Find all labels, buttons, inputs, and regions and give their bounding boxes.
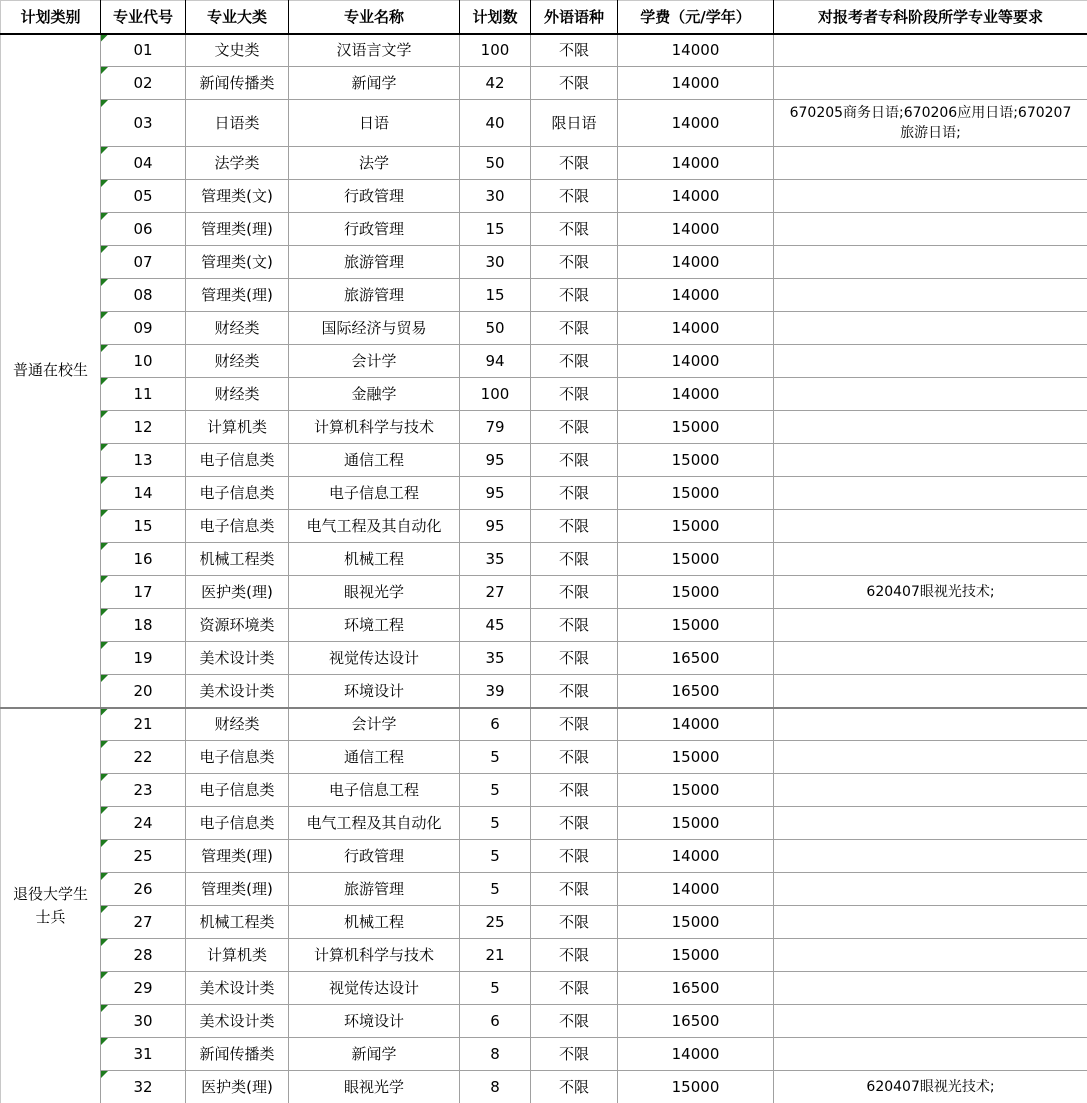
plan-count-cell: 95 xyxy=(460,510,531,543)
major-group-cell: 计算机类 xyxy=(186,939,289,972)
foreign-language-cell: 不限 xyxy=(531,906,618,939)
major-group-cell: 电子信息类 xyxy=(186,807,289,840)
requirement-cell xyxy=(774,34,1087,67)
requirement-cell xyxy=(774,939,1087,972)
table-row xyxy=(1,609,1087,642)
tuition-cell: 15000 xyxy=(618,510,774,543)
plan-count-cell: 45 xyxy=(460,609,531,642)
tuition-cell: 15000 xyxy=(618,411,774,444)
major-name-cell: 行政管理 xyxy=(289,180,460,213)
foreign-language-cell: 不限 xyxy=(531,312,618,345)
table-row xyxy=(1,213,1087,246)
table-row xyxy=(1,510,1087,543)
major-code-cell: 11 xyxy=(101,378,186,411)
major-code-cell: 10 xyxy=(101,345,186,378)
major-name-cell: 日语 xyxy=(289,100,460,147)
plan-count-cell: 95 xyxy=(460,444,531,477)
tuition-cell: 14000 xyxy=(618,100,774,147)
table-row xyxy=(1,807,1087,840)
header-tuition: 学费（元/学年） xyxy=(618,1,774,34)
plan-count-cell: 27 xyxy=(460,576,531,609)
requirement-cell xyxy=(774,543,1087,576)
tuition-cell: 14000 xyxy=(618,1038,774,1071)
requirement-cell xyxy=(774,378,1087,411)
tuition-cell: 15000 xyxy=(618,1071,774,1103)
plan-count-cell: 6 xyxy=(460,708,531,741)
plan-count-cell: 39 xyxy=(460,675,531,708)
tuition-cell: 16500 xyxy=(618,675,774,708)
table-row xyxy=(1,675,1087,708)
foreign-language-cell: 不限 xyxy=(531,840,618,873)
major-group-cell: 法学类 xyxy=(186,147,289,180)
tuition-cell: 15000 xyxy=(618,741,774,774)
major-group-cell: 管理类(理) xyxy=(186,873,289,906)
foreign-language-cell: 不限 xyxy=(531,34,618,67)
major-group-cell: 医护类(理) xyxy=(186,1071,289,1103)
plan-count-cell: 15 xyxy=(460,279,531,312)
table-row xyxy=(1,642,1087,675)
requirement-cell xyxy=(774,972,1087,1005)
major-name-cell: 行政管理 xyxy=(289,213,460,246)
requirement-cell xyxy=(774,147,1087,180)
major-name-cell: 国际经济与贸易 xyxy=(289,312,460,345)
header-plan-category: 计划类别 xyxy=(1,1,101,34)
tuition-cell: 15000 xyxy=(618,477,774,510)
table-row xyxy=(1,279,1087,312)
plan-count-cell: 30 xyxy=(460,180,531,213)
plan-count-cell: 30 xyxy=(460,246,531,279)
major-code-cell: 26 xyxy=(101,873,186,906)
major-name-cell: 会计学 xyxy=(289,345,460,378)
requirement-cell xyxy=(774,609,1087,642)
tuition-cell: 14000 xyxy=(618,246,774,279)
major-name-cell: 法学 xyxy=(289,147,460,180)
major-name-cell: 环境工程 xyxy=(289,609,460,642)
major-name-cell: 电气工程及其自动化 xyxy=(289,510,460,543)
major-group-cell: 电子信息类 xyxy=(186,444,289,477)
foreign-language-cell: 不限 xyxy=(531,609,618,642)
foreign-language-cell: 不限 xyxy=(531,510,618,543)
requirement-cell xyxy=(774,741,1087,774)
major-name-cell: 电气工程及其自动化 xyxy=(289,807,460,840)
major-code-cell: 13 xyxy=(101,444,186,477)
table-row xyxy=(1,180,1087,213)
foreign-language-cell: 不限 xyxy=(531,1005,618,1038)
major-group-cell: 医护类(理) xyxy=(186,576,289,609)
plan-count-cell: 35 xyxy=(460,642,531,675)
major-name-cell: 电子信息工程 xyxy=(289,477,460,510)
table-row xyxy=(1,345,1087,378)
major-name-cell: 眼视光学 xyxy=(289,1071,460,1103)
plan-count-cell: 25 xyxy=(460,906,531,939)
foreign-language-cell: 不限 xyxy=(531,180,618,213)
major-code-cell: 21 xyxy=(101,708,186,741)
tuition-cell: 15000 xyxy=(618,807,774,840)
major-code-cell: 16 xyxy=(101,543,186,576)
table-header xyxy=(1,1,1087,34)
requirement-cell xyxy=(774,774,1087,807)
major-group-cell: 财经类 xyxy=(186,378,289,411)
plan-count-cell: 8 xyxy=(460,1071,531,1103)
tuition-cell: 14000 xyxy=(618,378,774,411)
major-code-cell: 23 xyxy=(101,774,186,807)
table-row xyxy=(1,246,1087,279)
tuition-cell: 15000 xyxy=(618,906,774,939)
foreign-language-cell: 不限 xyxy=(531,411,618,444)
header-foreign-language: 外语语种 xyxy=(531,1,618,34)
requirement-cell xyxy=(774,1038,1087,1071)
major-group-cell: 资源环境类 xyxy=(186,609,289,642)
major-code-cell: 15 xyxy=(101,510,186,543)
tuition-cell: 15000 xyxy=(618,543,774,576)
major-name-cell: 新闻学 xyxy=(289,1038,460,1071)
major-group-cell: 机械工程类 xyxy=(186,906,289,939)
table-row xyxy=(1,1038,1087,1071)
major-code-cell: 24 xyxy=(101,807,186,840)
major-group-cell: 管理类(文) xyxy=(186,180,289,213)
major-name-cell: 电子信息工程 xyxy=(289,774,460,807)
major-name-cell: 旅游管理 xyxy=(289,246,460,279)
tuition-cell: 14000 xyxy=(618,840,774,873)
table-row xyxy=(1,972,1087,1005)
major-group-cell: 管理类(理) xyxy=(186,213,289,246)
plan-count-cell: 35 xyxy=(460,543,531,576)
requirement-cell xyxy=(774,444,1087,477)
foreign-language-cell: 不限 xyxy=(531,279,618,312)
major-group-cell: 管理类(理) xyxy=(186,840,289,873)
major-code-cell: 05 xyxy=(101,180,186,213)
major-group-cell: 管理类(文) xyxy=(186,246,289,279)
table-row xyxy=(1,411,1087,444)
major-code-cell: 12 xyxy=(101,411,186,444)
major-code-cell: 09 xyxy=(101,312,186,345)
tuition-cell: 16500 xyxy=(618,972,774,1005)
table-row xyxy=(1,906,1087,939)
requirement-cell xyxy=(774,906,1087,939)
table-row xyxy=(1,67,1087,100)
tuition-cell: 14000 xyxy=(618,708,774,741)
major-code-cell: 27 xyxy=(101,906,186,939)
table-row xyxy=(1,774,1087,807)
major-name-cell: 机械工程 xyxy=(289,543,460,576)
plan-count-cell: 100 xyxy=(460,378,531,411)
plan-count-cell: 100 xyxy=(460,34,531,67)
requirement-cell xyxy=(774,312,1087,345)
major-code-cell: 29 xyxy=(101,972,186,1005)
major-group-cell: 新闻传播类 xyxy=(186,1038,289,1071)
major-group-cell: 财经类 xyxy=(186,708,289,741)
plan-count-cell: 5 xyxy=(460,972,531,1005)
table-row xyxy=(1,708,1087,741)
tuition-cell: 14000 xyxy=(618,213,774,246)
tuition-cell: 14000 xyxy=(618,312,774,345)
plan-count-cell: 21 xyxy=(460,939,531,972)
plan-count-cell: 40 xyxy=(460,100,531,147)
major-group-cell: 美术设计类 xyxy=(186,972,289,1005)
major-name-cell: 机械工程 xyxy=(289,906,460,939)
major-name-cell: 通信工程 xyxy=(289,444,460,477)
table-row xyxy=(1,1071,1087,1103)
header-row xyxy=(1,1,1087,34)
header-major-group: 专业大类 xyxy=(186,1,289,34)
requirement-cell xyxy=(774,873,1087,906)
requirement-cell xyxy=(774,279,1087,312)
requirement-cell xyxy=(774,477,1087,510)
foreign-language-cell: 不限 xyxy=(531,972,618,1005)
major-code-cell: 01 xyxy=(101,34,186,67)
tuition-cell: 15000 xyxy=(618,576,774,609)
table-row xyxy=(1,378,1087,411)
major-code-cell: 19 xyxy=(101,642,186,675)
plan-count-cell: 5 xyxy=(460,807,531,840)
foreign-language-cell: 不限 xyxy=(531,543,618,576)
major-code-cell: 22 xyxy=(101,741,186,774)
header-plan-count: 计划数 xyxy=(460,1,531,34)
foreign-language-cell: 不限 xyxy=(531,444,618,477)
requirement-cell xyxy=(774,675,1087,708)
major-name-cell: 汉语言文学 xyxy=(289,34,460,67)
plan-count-cell: 50 xyxy=(460,312,531,345)
foreign-language-cell: 不限 xyxy=(531,708,618,741)
major-group-cell: 电子信息类 xyxy=(186,510,289,543)
requirement-cell: 670205商务日语;670206应用日语;670207旅游日语; xyxy=(774,100,1087,147)
plan-count-cell: 42 xyxy=(460,67,531,100)
major-group-cell: 电子信息类 xyxy=(186,741,289,774)
major-name-cell: 通信工程 xyxy=(289,741,460,774)
major-group-cell: 美术设计类 xyxy=(186,675,289,708)
major-name-cell: 旅游管理 xyxy=(289,873,460,906)
tuition-cell: 15000 xyxy=(618,774,774,807)
table-row xyxy=(1,576,1087,609)
plan-count-cell: 5 xyxy=(460,873,531,906)
table-row xyxy=(1,147,1087,180)
tuition-cell: 15000 xyxy=(618,444,774,477)
foreign-language-cell: 不限 xyxy=(531,807,618,840)
major-group-cell: 日语类 xyxy=(186,100,289,147)
major-code-cell: 17 xyxy=(101,576,186,609)
foreign-language-cell: 不限 xyxy=(531,345,618,378)
table-row xyxy=(1,939,1087,972)
major-name-cell: 新闻学 xyxy=(289,67,460,100)
tuition-cell: 14000 xyxy=(618,345,774,378)
plan-count-cell: 5 xyxy=(460,840,531,873)
major-group-cell: 机械工程类 xyxy=(186,543,289,576)
requirement-cell xyxy=(774,345,1087,378)
table-row xyxy=(1,741,1087,774)
foreign-language-cell: 不限 xyxy=(531,774,618,807)
tuition-cell: 15000 xyxy=(618,939,774,972)
foreign-language-cell: 限日语 xyxy=(531,100,618,147)
foreign-language-cell: 不限 xyxy=(531,67,618,100)
plan-count-cell: 94 xyxy=(460,345,531,378)
major-group-cell: 美术设计类 xyxy=(186,642,289,675)
foreign-language-cell: 不限 xyxy=(531,147,618,180)
foreign-language-cell: 不限 xyxy=(531,213,618,246)
tuition-cell: 14000 xyxy=(618,67,774,100)
tuition-cell: 16500 xyxy=(618,1005,774,1038)
header-major-name: 专业名称 xyxy=(289,1,460,34)
requirement-cell: 620407眼视光技术; xyxy=(774,576,1087,609)
major-group-cell: 管理类(理) xyxy=(186,279,289,312)
table-row xyxy=(1,477,1087,510)
major-group-cell: 计算机类 xyxy=(186,411,289,444)
major-code-cell: 04 xyxy=(101,147,186,180)
foreign-language-cell: 不限 xyxy=(531,1071,618,1103)
requirement-cell xyxy=(774,246,1087,279)
major-code-cell: 18 xyxy=(101,609,186,642)
tuition-cell: 14000 xyxy=(618,147,774,180)
major-group-cell: 财经类 xyxy=(186,345,289,378)
major-group-cell: 新闻传播类 xyxy=(186,67,289,100)
major-name-cell: 视觉传达设计 xyxy=(289,972,460,1005)
major-name-cell: 计算机科学与技术 xyxy=(289,939,460,972)
table-row xyxy=(1,1005,1087,1038)
plan-count-cell: 95 xyxy=(460,477,531,510)
requirement-cell xyxy=(774,213,1087,246)
major-code-cell: 32 xyxy=(101,1071,186,1103)
major-name-cell: 行政管理 xyxy=(289,840,460,873)
major-name-cell: 环境设计 xyxy=(289,1005,460,1038)
tuition-cell: 14000 xyxy=(618,34,774,67)
foreign-language-cell: 不限 xyxy=(531,246,618,279)
major-code-cell: 03 xyxy=(101,100,186,147)
requirement-cell xyxy=(774,840,1087,873)
major-name-cell: 旅游管理 xyxy=(289,279,460,312)
plan-count-cell: 50 xyxy=(460,147,531,180)
plan-count-cell: 5 xyxy=(460,741,531,774)
major-group-cell: 文史类 xyxy=(186,34,289,67)
major-name-cell: 眼视光学 xyxy=(289,576,460,609)
table-body xyxy=(1,34,1087,1103)
foreign-language-cell: 不限 xyxy=(531,378,618,411)
requirement-cell xyxy=(774,180,1087,213)
major-group-cell: 财经类 xyxy=(186,312,289,345)
table-row xyxy=(1,100,1087,147)
major-name-cell: 环境设计 xyxy=(289,675,460,708)
foreign-language-cell: 不限 xyxy=(531,477,618,510)
header-requirement: 对报考者专科阶段所学专业等要求 xyxy=(774,1,1087,34)
plan-category-cell: 退役大学生士兵 xyxy=(1,708,101,1103)
requirement-cell xyxy=(774,510,1087,543)
major-name-cell: 视觉传达设计 xyxy=(289,642,460,675)
major-code-cell: 25 xyxy=(101,840,186,873)
major-code-cell: 20 xyxy=(101,675,186,708)
requirement-cell xyxy=(774,411,1087,444)
tuition-cell: 14000 xyxy=(618,279,774,312)
foreign-language-cell: 不限 xyxy=(531,939,618,972)
table-row xyxy=(1,444,1087,477)
foreign-language-cell: 不限 xyxy=(531,576,618,609)
requirement-cell xyxy=(774,642,1087,675)
requirement-cell: 620407眼视光技术; xyxy=(774,1071,1087,1103)
tuition-cell: 16500 xyxy=(618,642,774,675)
plan-count-cell: 79 xyxy=(460,411,531,444)
major-name-cell: 计算机科学与技术 xyxy=(289,411,460,444)
major-code-cell: 30 xyxy=(101,1005,186,1038)
major-code-cell: 06 xyxy=(101,213,186,246)
plan-count-cell: 8 xyxy=(460,1038,531,1071)
major-code-cell: 08 xyxy=(101,279,186,312)
tuition-cell: 14000 xyxy=(618,873,774,906)
table-row xyxy=(1,543,1087,576)
major-name-cell: 会计学 xyxy=(289,708,460,741)
table-row xyxy=(1,840,1087,873)
plan-category-cell: 普通在校生 xyxy=(1,34,101,708)
requirement-cell xyxy=(774,67,1087,100)
foreign-language-cell: 不限 xyxy=(531,642,618,675)
foreign-language-cell: 不限 xyxy=(531,873,618,906)
foreign-language-cell: 不限 xyxy=(531,1038,618,1071)
plan-count-cell: 15 xyxy=(460,213,531,246)
requirement-cell xyxy=(774,1005,1087,1038)
major-group-cell: 电子信息类 xyxy=(186,774,289,807)
major-group-cell: 美术设计类 xyxy=(186,1005,289,1038)
requirement-cell xyxy=(774,708,1087,741)
foreign-language-cell: 不限 xyxy=(531,675,618,708)
tuition-cell: 15000 xyxy=(618,609,774,642)
major-name-cell: 金融学 xyxy=(289,378,460,411)
major-group-cell: 电子信息类 xyxy=(186,477,289,510)
header-major-code: 专业代号 xyxy=(101,1,186,34)
table-row xyxy=(1,312,1087,345)
major-code-cell: 02 xyxy=(101,67,186,100)
major-code-cell: 28 xyxy=(101,939,186,972)
table-row xyxy=(1,34,1087,67)
major-code-cell: 07 xyxy=(101,246,186,279)
plan-count-cell: 5 xyxy=(460,774,531,807)
plan-count-cell: 6 xyxy=(460,1005,531,1038)
requirement-cell xyxy=(774,807,1087,840)
major-code-cell: 14 xyxy=(101,477,186,510)
major-code-cell: 31 xyxy=(101,1038,186,1071)
table-row xyxy=(1,873,1087,906)
tuition-cell: 14000 xyxy=(618,180,774,213)
foreign-language-cell: 不限 xyxy=(531,741,618,774)
